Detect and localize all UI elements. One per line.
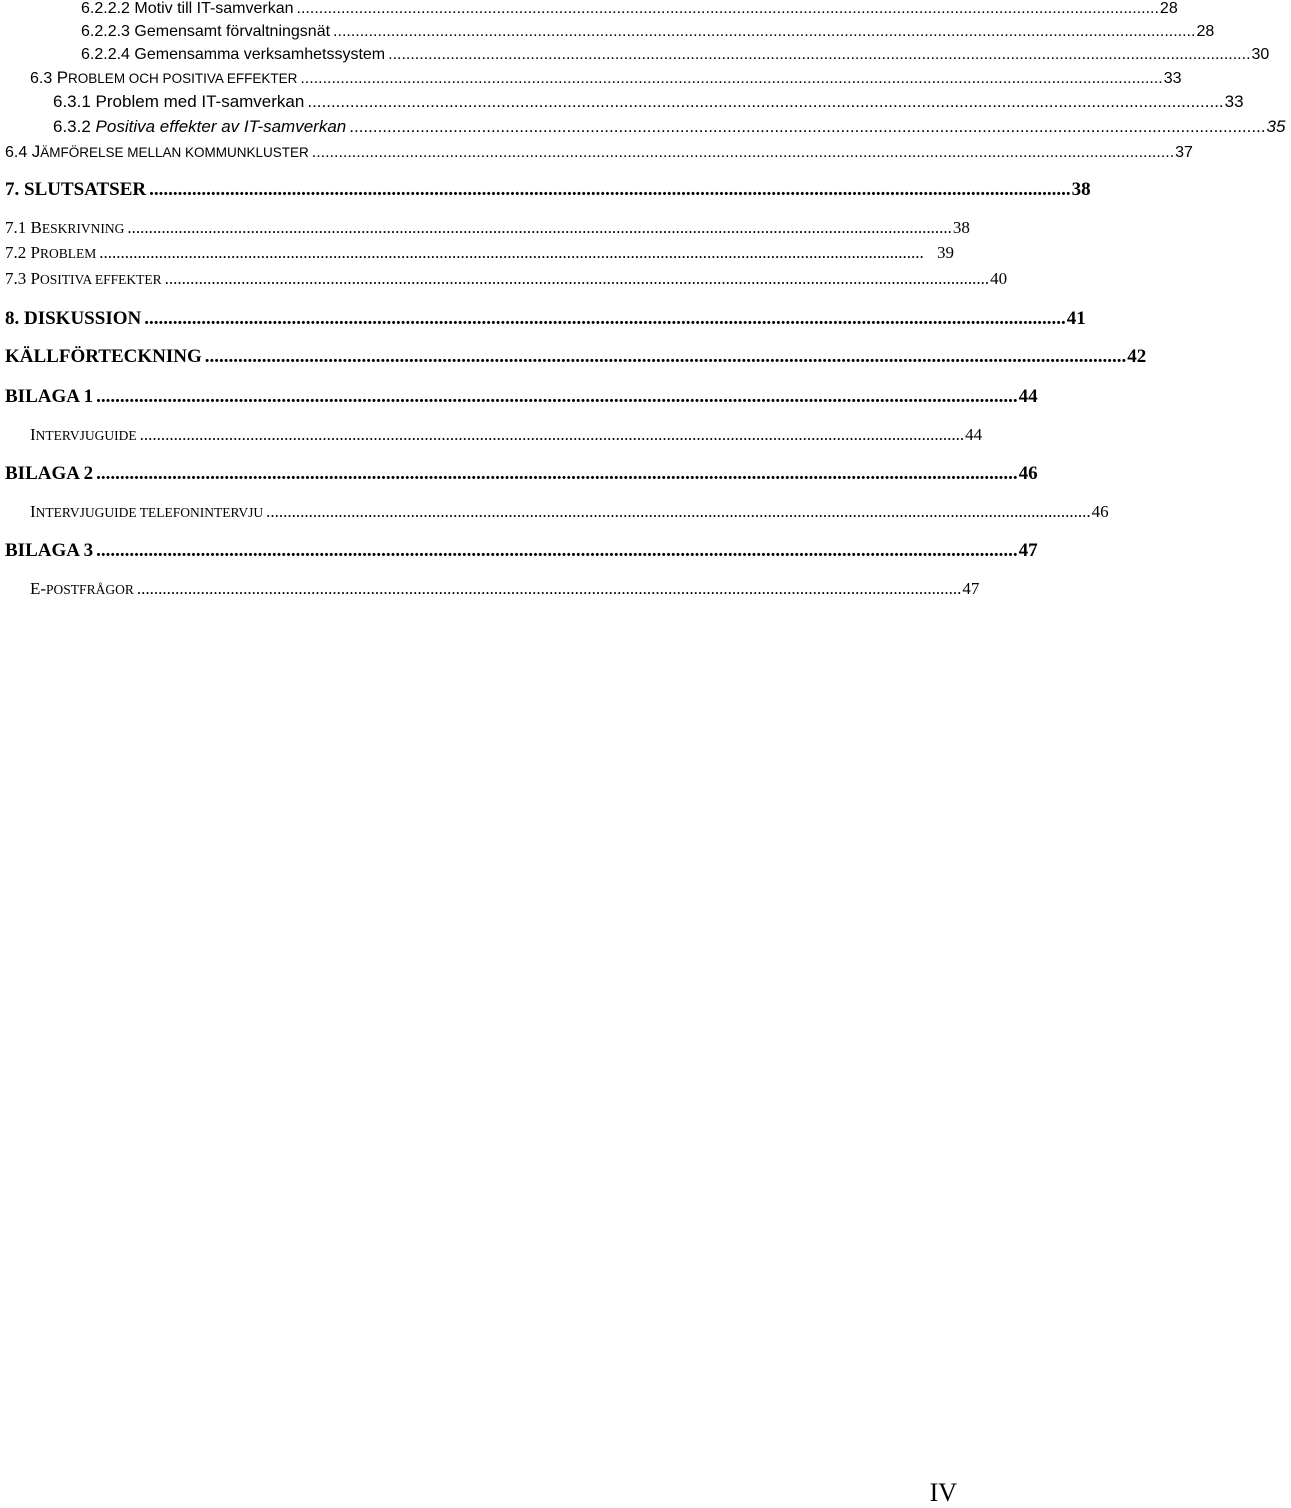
- toc-page-number: 44: [965, 425, 983, 444]
- toc-page-number: 28: [1159, 0, 1178, 17]
- toc-entry[interactable]: [0, 425, 983, 445]
- toc-entry[interactable]: [0, 68, 1182, 88]
- toc-page-number: 47: [962, 579, 980, 598]
- toc-entry-title: 7.2 PROBLEM: [5, 243, 97, 262]
- dot-leader: ..................................................................................................................................................................................................: [204, 346, 1127, 367]
- toc-entry[interactable]: [0, 269, 1008, 289]
- dot-leader: ..................................................................................................................................................................................................: [96, 540, 1018, 561]
- toc-page-number: 35: [1266, 117, 1286, 136]
- toc-entry[interactable]: [0, 579, 980, 599]
- dot-leader: ..................................................................................................................................................................................................: [144, 308, 1066, 329]
- toc-entry-title: BILAGA 3: [5, 540, 94, 561]
- toc-page-number: 41: [1066, 308, 1086, 329]
- toc-entry[interactable]: [0, 346, 1147, 368]
- toc-entry-title: E-POSTFRÅGOR: [30, 579, 134, 598]
- toc-entry[interactable]: [0, 502, 1109, 522]
- toc-entry[interactable]: [0, 92, 1244, 112]
- dot-leader: ..................................................................................................................................................................................................: [300, 70, 1163, 87]
- dot-leader: ..................................................................................................................................................................................................: [139, 425, 965, 444]
- toc-page-number: 42: [1127, 346, 1147, 367]
- dot-leader: ..................................................................................................................................................................................................: [307, 92, 1224, 111]
- toc-page-number: 38: [952, 218, 970, 237]
- toc-entry[interactable]: [0, 23, 1215, 41]
- toc-entry-title: 7. SLUTSATSER: [5, 179, 147, 200]
- toc-page-number: 40: [990, 269, 1008, 288]
- dot-leader: ..................................................................................................................................................................................................: [296, 0, 1159, 17]
- toc-page-number: 47: [1018, 540, 1038, 561]
- toc-entry-title: 7.3 POSITIVA EFFEKTER: [5, 269, 162, 288]
- toc-entry-title: 6.2.2.4 Gemensamma verksamhetssystem: [81, 46, 386, 63]
- toc-page-number: 33: [1224, 92, 1244, 111]
- toc-page-number: 46: [1018, 463, 1038, 484]
- dot-leader: ..................................................................................................................................................................................................: [349, 117, 1266, 136]
- dot-leader: ..................................................................................................................................................................................................: [266, 502, 1091, 521]
- toc-entry-title: BILAGA 2: [5, 463, 94, 484]
- toc-page-number: 39: [937, 243, 954, 262]
- toc-entry[interactable]: [0, 117, 1286, 137]
- page-number: IV: [929, 1478, 957, 1507]
- toc-page-number: 44: [1018, 386, 1038, 407]
- toc-entry[interactable]: [0, 308, 1086, 330]
- toc-entry[interactable]: [0, 463, 1038, 485]
- dot-leader: ..................................................................................................................................................................................................: [311, 144, 1175, 161]
- toc-entry[interactable]: [0, 46, 1270, 64]
- toc-entry[interactable]: [0, 142, 1193, 162]
- toc-entry-title: 6.4 JÄMFÖRELSE MELLAN KOMMUNKLUSTER: [5, 142, 309, 161]
- dot-leader: ..................................................................................................................................................................................................: [96, 386, 1018, 407]
- dot-leader: ..................................................................................................................................................................................................: [149, 179, 1071, 200]
- toc-entry-title: BILAGA 1: [5, 386, 94, 407]
- dot-leader: ..................................................................................................................................................................................................: [136, 579, 962, 598]
- toc-entry-title: 6.3.2 Positiva effekter av IT-samverkan: [53, 117, 347, 136]
- toc-entry[interactable]: [0, 386, 1038, 408]
- toc-entry-title: 8. DISKUSSION: [5, 308, 142, 329]
- toc-entry-title: INTERVJUGUIDE: [30, 425, 137, 444]
- toc-entry-title: 6.3 PROBLEM OCH POSITIVA EFFEKTER: [30, 68, 298, 87]
- toc-entry[interactable]: [0, 218, 970, 238]
- toc-entry-title: INTERVJUGUIDE TELEFONINTERVJU: [30, 502, 264, 521]
- toc-entry-title: 7.1 BESKRIVNING: [5, 218, 125, 237]
- toc-page-number: 37: [1175, 144, 1193, 161]
- dot-leader: ..................................................................................................................................................................................................: [388, 46, 1251, 63]
- toc-page-number: 28: [1196, 23, 1215, 40]
- toc-page-number: 46: [1091, 502, 1109, 521]
- dot-leader: ..................................................................................................................................................................................................: [333, 23, 1196, 40]
- toc-entry[interactable]: [0, 179, 1091, 201]
- toc-entry[interactable]: [0, 0, 1178, 18]
- toc-page-number: 33: [1163, 70, 1182, 87]
- toc-entry-title: KÄLLFÖRTECKNING: [5, 346, 202, 367]
- toc-page-number: 38: [1071, 179, 1091, 200]
- toc-entry[interactable]: [0, 243, 960, 263]
- dot-leader: ..................................................................................................................................................................................................: [96, 463, 1018, 484]
- dot-leader: ..................................................................................................................................................................................................: [164, 269, 990, 288]
- dot-leader: ..................................................................................................................................................................................................: [127, 218, 952, 237]
- toc-page-number: 30: [1251, 46, 1270, 63]
- toc-entry-title: 6.3.1 Problem med IT-samverkan: [53, 92, 305, 111]
- toc-entry[interactable]: [0, 540, 1038, 562]
- dot-leader: ..................................................................................................................................................................................................: [99, 243, 924, 262]
- toc-entry-title: 6.2.2.3 Gemensamt förvaltningsnät: [81, 23, 331, 40]
- toc-entry-title: 6.2.2.2 Motiv till IT-samverkan: [81, 0, 294, 17]
